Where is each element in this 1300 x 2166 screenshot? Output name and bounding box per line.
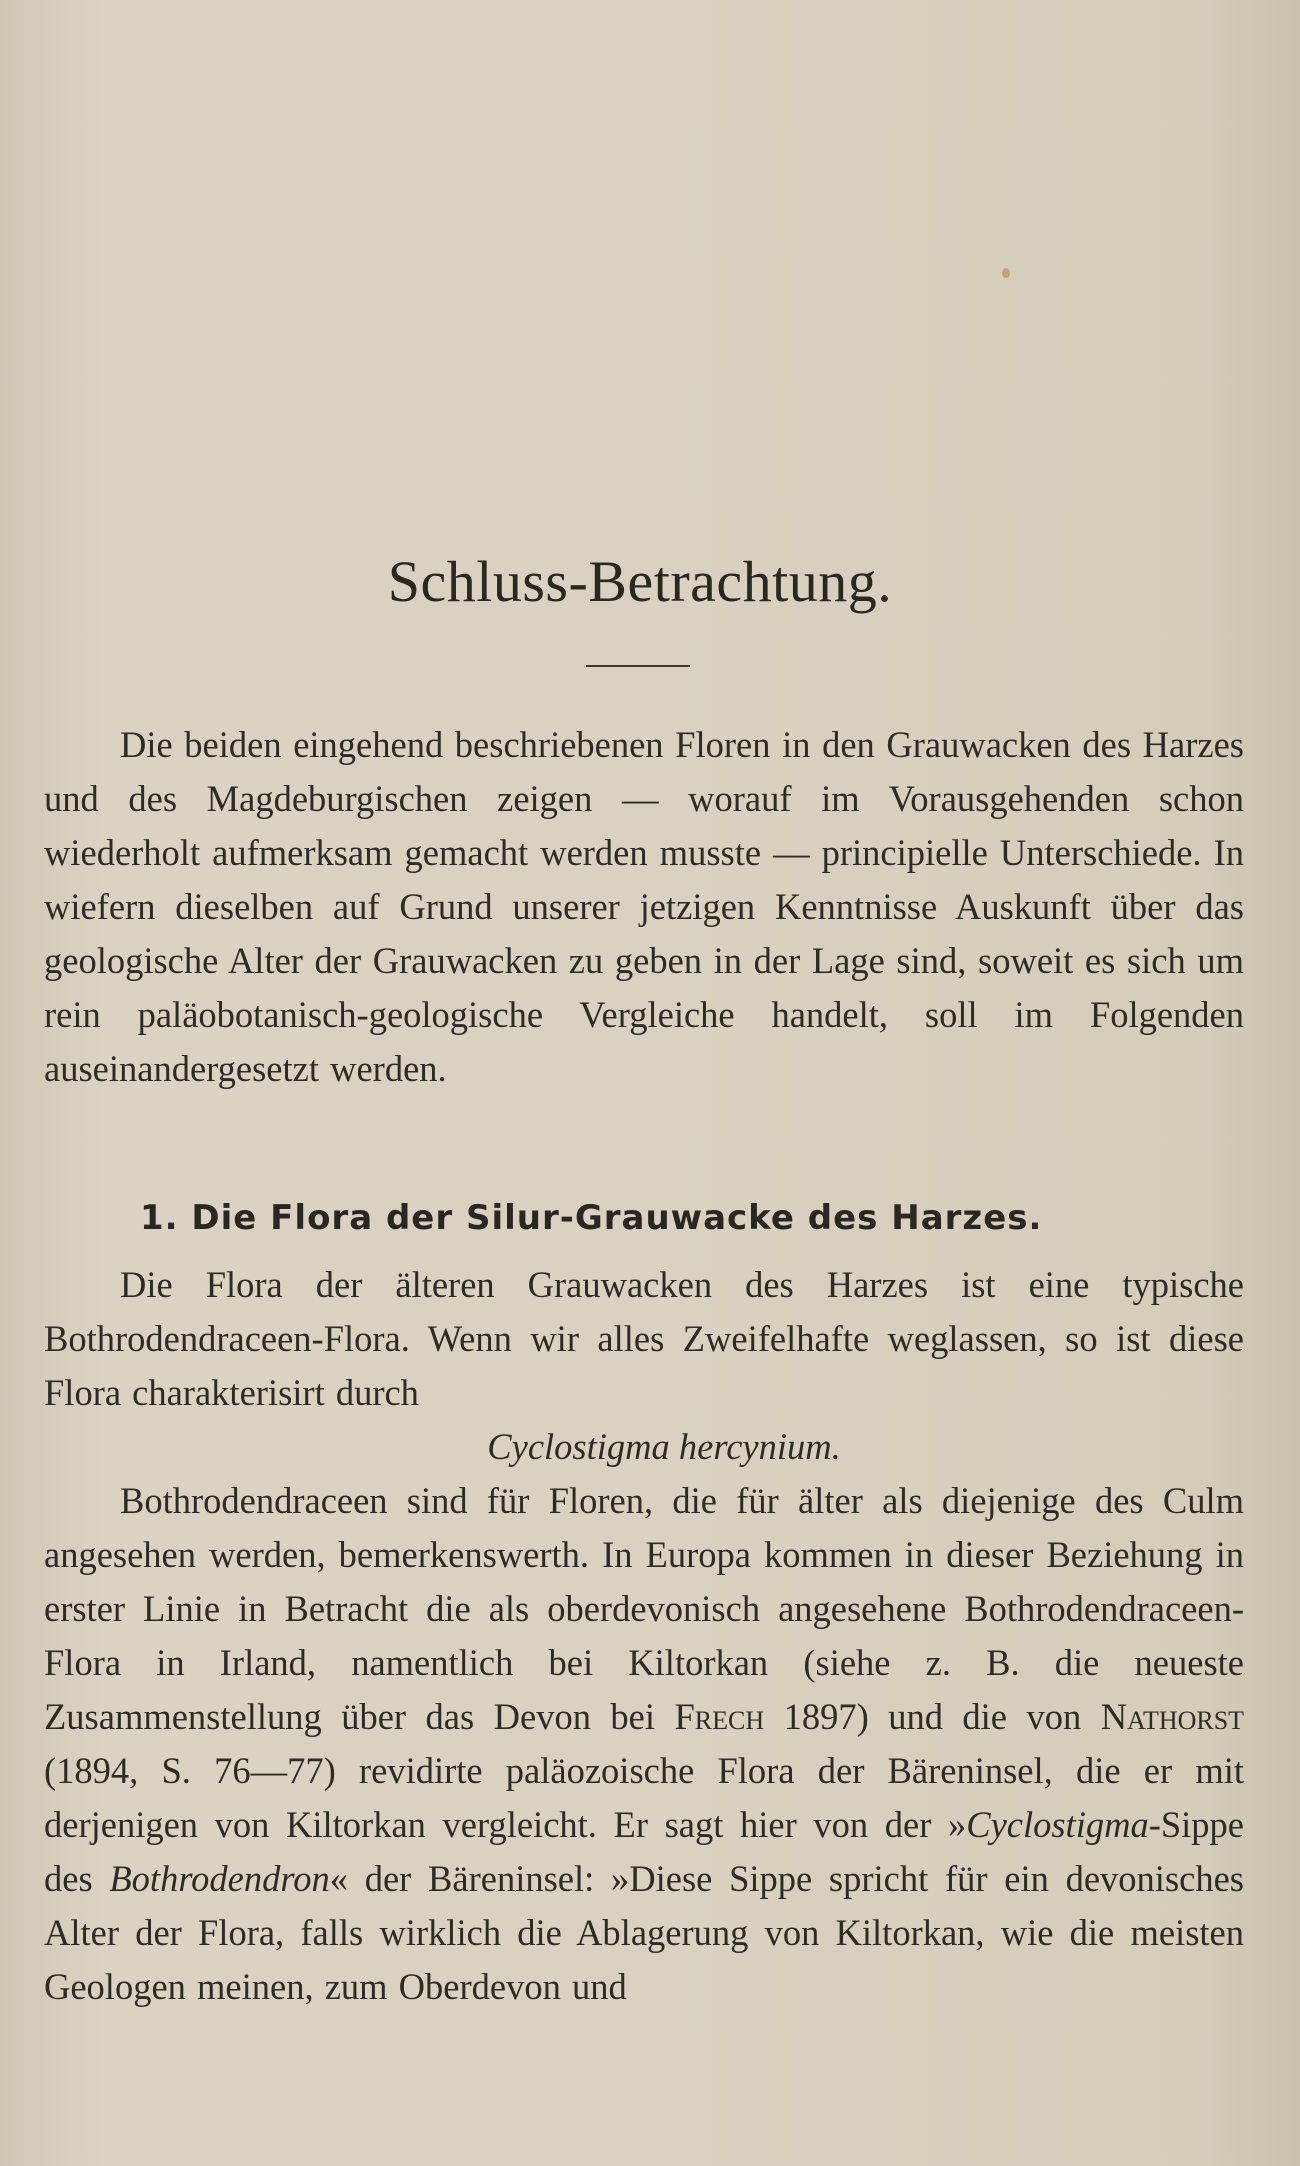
section-body: [44, 1258, 1244, 2014]
genus-bothrodendron: Bothrodendron: [109, 1858, 330, 1899]
section-heading: 1. Die Flora der Silur-Grauwacke des Harzes.: [140, 1198, 1043, 1238]
section-paragraph-2: [44, 1474, 1244, 2014]
title-divider: [586, 665, 690, 667]
paragraph-2-text-a: Bothrodendraceen sind für Floren, die für älter als diejenige des Culm angesehen werden, bemerkenswerth. In Europa kommen in dieser Beziehung in erster Linie in Betracht die als oberdevonisch angesehene Bothrodendraceen-Flora in Irland, namentlich bei Kiltorkan (siehe z. B. die neueste Zusammenstellung über das Devon bei: [44, 1480, 1244, 1737]
section-paragraph-1: Die Flora der älteren Grauwacken des Harzes ist eine typische Bothrodendraceen-Flora. Wenn wir alles Zweifelhafte weglassen, so ist diese Flora charakterisirt durch: [44, 1264, 1244, 1413]
intro-paragraph: Die beiden eingehend beschriebenen Floren in den Grauwacken des Harzes und des Magdeburgischen zeigen — worauf im Vorausgehenden schon wiederholt aufmerksam gemacht werden musste — principielle Unterschiede. In wiefern dieselben auf Grund unserer jetzigen Kenntnisse Auskunft über das geologische Alter der Grauwacken zu geben in der Lage sind, soweit es sich um rein paläobotanisch-geologische Vergleiche handelt, soll im Folgenden auseinandergesetzt werden.: [44, 724, 1244, 1089]
page-title: Schluss-Betrachtung.: [387, 549, 893, 614]
species-name: Cyclostigma hercynium.: [487, 1426, 841, 1467]
paragraph-2-text-b: 1897) und die von: [783, 1696, 1082, 1737]
paragraph-2-text-e: « der Bäreninsel: »Diese Sippe spricht für ein devonisches Alter der Flora, falls wirklich die Ablagerung von Kiltorkan, wie die meisten Geologen meinen, zum Oberdevon und: [44, 1858, 1244, 2007]
author-nathorst: Nathorst: [1100, 1696, 1245, 1737]
paper-speck: [1002, 268, 1010, 278]
genus-cyclostigma: Cyclostigma: [966, 1804, 1149, 1845]
paragraph-2-text-d: -Sippe des: [44, 1804, 1244, 1899]
intro-block: [44, 718, 1244, 1096]
author-frech: Frech: [674, 1696, 765, 1737]
paragraph-2-text-c: (1894, S. 76—77) revidirte paläozoische Flora der Bäreninsel, die er mit derjenigen von Kiltorkan vergleicht. Er sagt hier von der »: [44, 1750, 1244, 1845]
